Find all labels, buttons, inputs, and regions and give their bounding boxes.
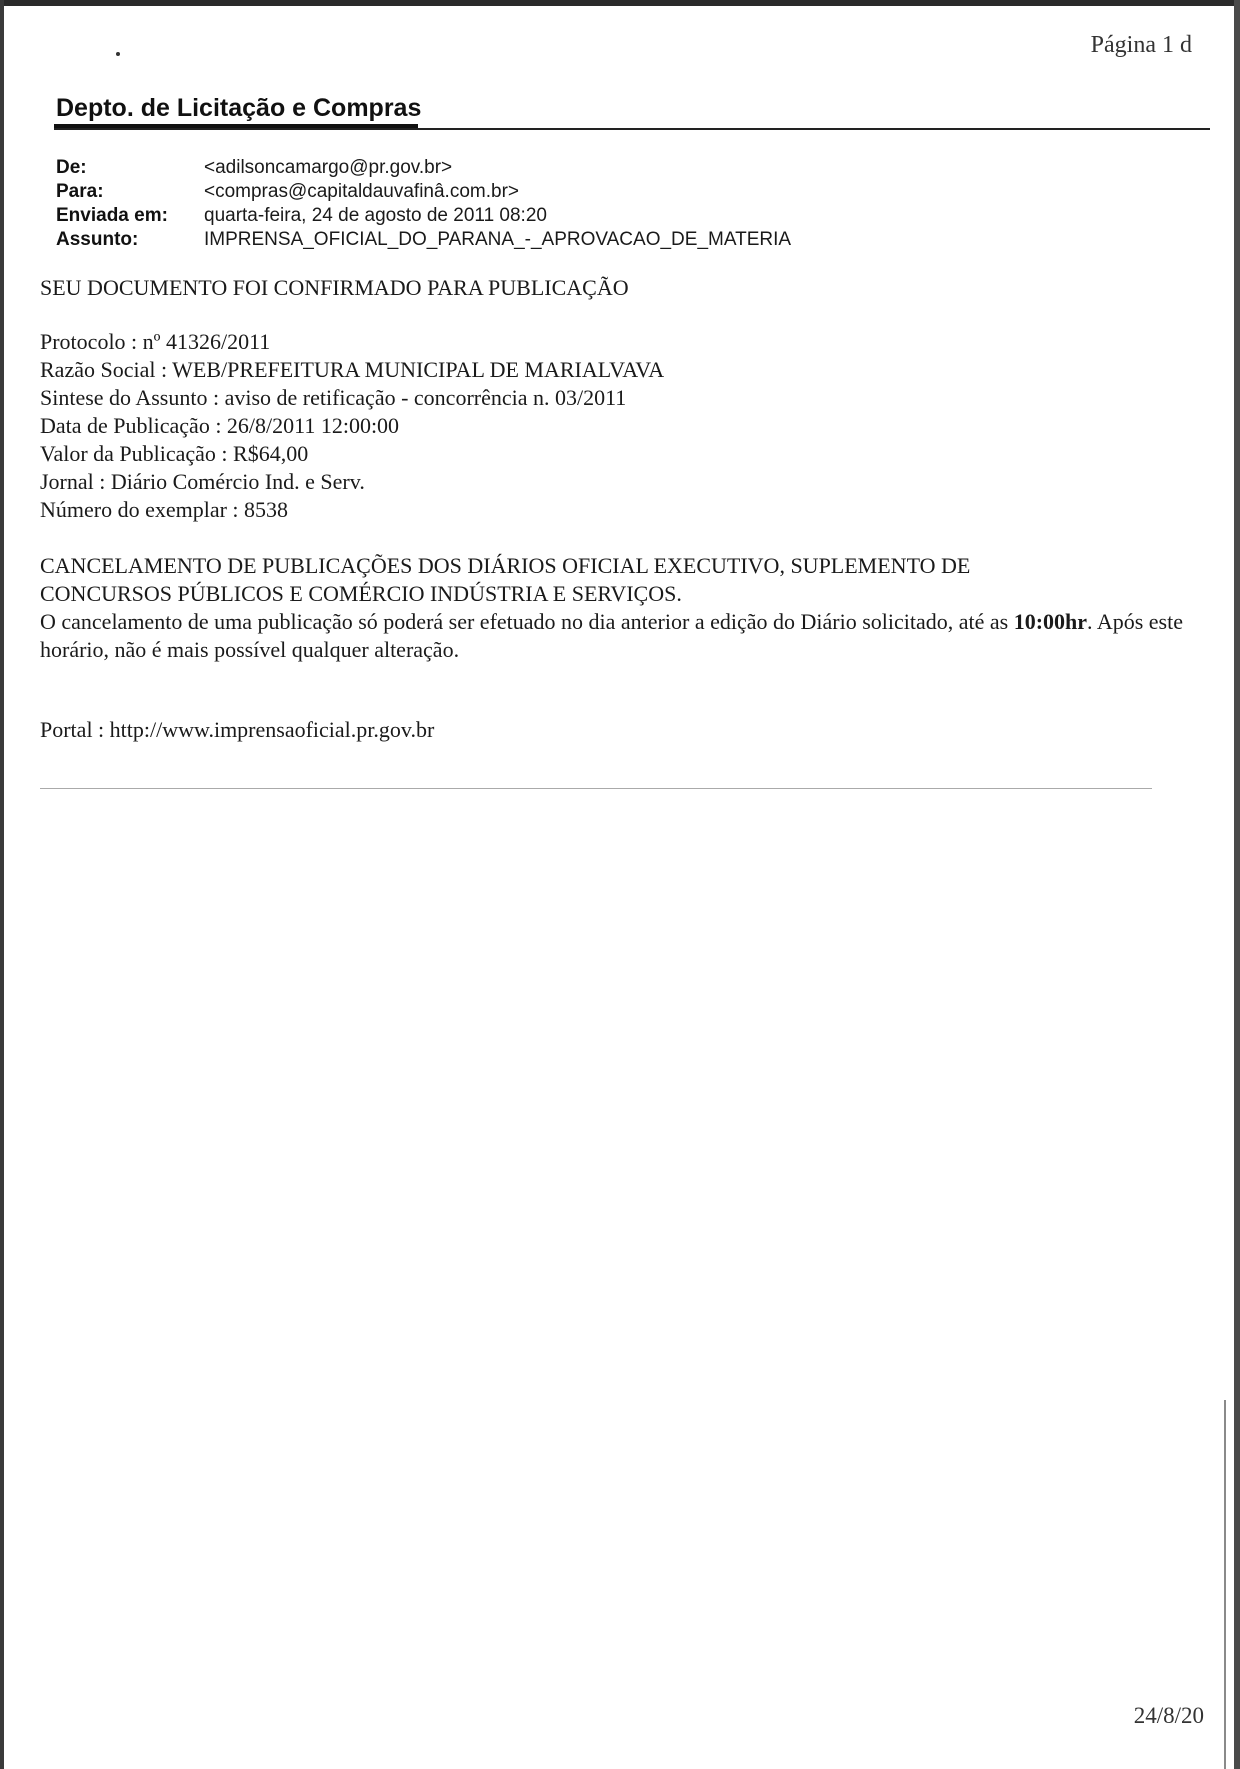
email-sent-row [56, 204, 791, 228]
email-body [40, 274, 1190, 744]
cancellation-notice [40, 608, 1190, 664]
email-subject-value: IMPRENSA_OFICIAL_DO_PARANA_-_APROVACAO_DE_MATERIA [204, 229, 792, 250]
header-rule [54, 128, 1210, 130]
confirmation-headline: SEU DOCUMENTO FOI CONFIRMADO PARA PUBLICAÇÃO [40, 275, 629, 300]
detail-razao-social: Razão Social : WEB/PREFEITURA MUNICIPAL DE MARIALVAVA [40, 357, 665, 382]
email-subject-row [56, 228, 791, 252]
detail-sintese: Sintese do Assunto : aviso de retificação - concorrência n. 03/2011 [40, 385, 627, 410]
cancellation-title-line-2: CONCURSOS PÚBLICOS E COMÉRCIO INDÚSTRIA E SERVIÇOS. [40, 581, 682, 606]
cancellation-text-before: O cancelamento de uma publicação só poderá ser efetuado no dia anterior a edição do Diário solicitado, até as [40, 609, 1009, 634]
detail-data-publicacao: Data de Publicação : 26/8/2011 12:00:00 [40, 413, 400, 438]
portal-link[interactable]: Portal : http://www.imprensaoficial.pr.gov.br [40, 717, 435, 742]
email-from-row [56, 156, 791, 180]
cancellation-text-after: . Após este horário, não é mais possível qualquer alteração. [40, 609, 1183, 662]
page-date-footer: 24/8/20 [1133, 1703, 1204, 1728]
detail-valor: Valor da Publicação : R$64,00 [40, 441, 309, 466]
email-sent-label: Enviada em: [56, 205, 168, 226]
email-to-label: Para: [56, 181, 104, 202]
scan-edge-right-lower [1224, 1400, 1226, 1769]
detail-numero-exemplar: Número do exemplar : 8538 [40, 497, 289, 522]
email-to-value: <compras@capitaldauvafinâ.com.br> [204, 181, 520, 202]
scan-edge-left [0, 0, 4, 1769]
email-header [56, 156, 791, 252]
footer-rule [40, 788, 1152, 789]
publication-details [40, 328, 1190, 524]
sender-organization: Depto. de Licitação e Compras [56, 94, 422, 122]
detail-jornal: Jornal : Diário Comércio Ind. e Serv. [40, 469, 365, 494]
page-number-header: Página 1 d [1090, 32, 1192, 58]
email-sent-value: quarta-feira, 24 de agosto de 2011 08:20 [204, 205, 547, 226]
email-from-label: De: [56, 157, 87, 178]
cancellation-time: 10:00hr [1013, 609, 1088, 634]
scan-edge-right [1234, 0, 1240, 1769]
email-to-row [56, 180, 791, 204]
scan-speck [116, 52, 120, 56]
email-subject-label: Assunto: [56, 229, 139, 250]
email-from-value: <adilsoncamargo@pr.gov.br> [204, 157, 453, 178]
scan-edge-top [0, 0, 1240, 6]
cancellation-title-line-1: CANCELAMENTO DE PUBLICAÇÕES DOS DIÁRIOS OFICIAL EXECUTIVO, SUPLEMENTO DE [40, 553, 971, 578]
detail-protocolo: Protocolo : nº 41326/2011 [40, 329, 271, 354]
